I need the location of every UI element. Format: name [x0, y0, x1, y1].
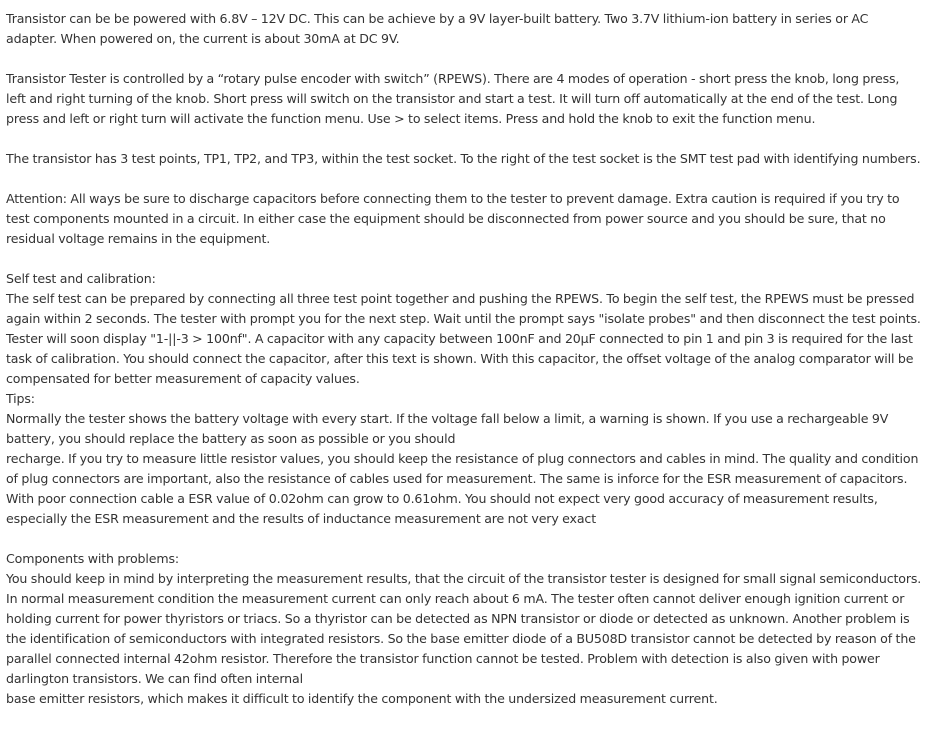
paragraph-attention: Attention: All ways be sure to discharge capacitors before connecting them to the tester to prevent damage. Extra caution is required if you try to test components mounted in a circuit. In either case the equipment should be disconnected from power source and you should be sure, that no residual voltage remains in the equipment. — [6, 191, 900, 246]
tips-body-1: Normally the tester shows the battery voltage with every start. If the voltage fall below a limit, a warning is shown. If you use a rechargeable 9V battery, you should replace the battery as soon as possible or you should — [6, 411, 889, 446]
paragraph-test-points: The transistor has 3 test points, TP1, TP2, and TP3, within the test socket. To the right of the test socket is the SMT test pad with identifying numbers. — [6, 151, 921, 166]
spacer — [6, 49, 922, 69]
spacer — [6, 169, 922, 189]
self-test-body: The self test can be prepared by connecting all three test point together and pushing the RPEWS. To begin the self test, the RPEWS must be pressed again within 2 seconds. The tester with prompt you for the next step. Wait until the prompt says "isolate probes" and then disconnect the test points. Tester will soon display "1-||-3 > 100nf". A capacitor with any capacity between 100nF and 20µF connected to pin 1 and pin 3 is required for the last task of calibration. You should connect the capacitor, after this text is shown. With this capacitor, the offset voltage of the analog comparator will be compensated for better measurement of capacity values. — [6, 291, 921, 386]
spacer — [6, 129, 922, 149]
problems-body-1: You should keep in mind by interpreting the measurement results, that the circuit of the transistor tester is designed for small signal semiconductors. In normal measurement condition the measurement current can only reach about 6 mA. The tester often cannot deliver enough ignition current or holding current for power thyristors or triacs. So a thyristor can be detected as NPN transistor or diode or detected as unknown. Another problem is the identification of semiconductors with integrated resistors. So the base emitter diode of a BU508D transistor cannot be detected by reason of the parallel connected internal 42ohm resistor. Therefore the transistor function cannot be tested. Problem with detection is also given with power darlington transistors. We can find often internal — [6, 571, 922, 686]
paragraph-power: Transistor can be be powered with 6.8V – 12V DC. This can be achieve by a 9V layer-built battery. Two 3.7V lithium-ion battery in series or AC adapter. When powered on, the current is about 30mA at DC 9V. — [6, 11, 869, 46]
spacer — [6, 249, 922, 269]
paragraph-control: Transistor Tester is controlled by a “rotary pulse encoder with switch” (RPEWS). There are 4 modes of operation - short press the knob, long press, left and right turning of the knob. Short press will switch on the transistor and start a test. It will turn off automatically at the end of the test. Long press and left or right turn will activate the function menu. Use > to select items. Press and hold the knob to exit the function menu. — [6, 71, 900, 126]
self-test-heading: Self test and calibration: — [6, 271, 156, 286]
tips-body-2: recharge. If you try to measure little resistor values, you should keep the resistance of plug connectors and cables in mind. The quality and condition of plug connectors are important, also the resistance of cables used for measurement. The same is inforce for the ESR measurement of capacitors. With poor connection cable a ESR value of 0.02ohm can grow to 0.61ohm. You should not expect very good accuracy of measurement results, especially the ESR measurement and the results of inductance measurement are not very exact — [6, 451, 919, 526]
problems-heading: Components with problems: — [6, 551, 179, 566]
tips-heading: Tips: — [6, 391, 35, 406]
spacer — [6, 529, 922, 549]
problems-body-2: base emitter resistors, which makes it difficult to identify the component with the undersized measurement current. — [6, 691, 718, 706]
